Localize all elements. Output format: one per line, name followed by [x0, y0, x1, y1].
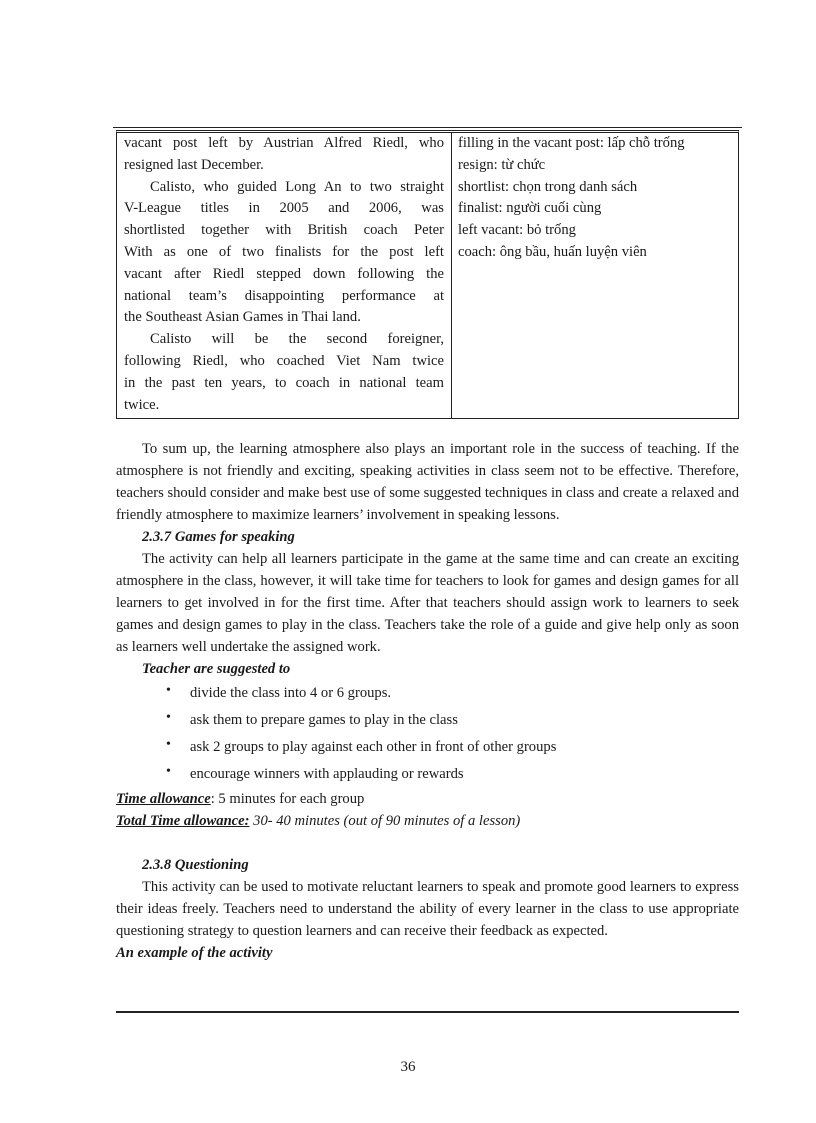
time-allowance: Time allowance: 5 minutes for each group: [116, 791, 365, 807]
body-text: [116, 438, 739, 964]
suggest-heading: Teacher are suggested to: [142, 661, 291, 677]
table-left-line: V-League titles in 2005 and 2006, was: [124, 200, 444, 217]
table-right-cell: [458, 133, 738, 264]
vocab-entry: coach: ông bầu, huấn luyện viên: [458, 243, 647, 260]
table-left-line: the Southeast Asian Games in Thai land.: [124, 309, 361, 326]
table-left-line: Calisto will be the second foreigner,: [150, 331, 444, 348]
table-left-line: national team’s disappointing performance at: [124, 287, 444, 304]
table-left-line: vacant after Riedl stepped down following the: [124, 265, 444, 282]
list-item: • divide the class into 4 or 6 groups.: [116, 680, 739, 707]
table-left-line: resigned last December.: [124, 156, 264, 173]
vocab-entry: shortlist: chọn trong danh sách: [458, 178, 638, 195]
table-left-line: following Riedl, who coached Viet Nam twice: [124, 352, 444, 369]
example-heading: An example of the activity: [116, 945, 273, 961]
table-left-line: Calisto, who guided Long An to two straight: [150, 178, 444, 195]
vocab-entry: filling in the vacant post: lấp chỗ trống: [458, 135, 685, 151]
list-item: • encourage winners with applauding or rewards: [116, 761, 739, 788]
vocabulary-table: [116, 130, 739, 419]
games-paragraph: The activity can help all learners participate in the game at the same time and can create an exciting atmosphere in the class, however, it will take time for teachers to look for games and design games for all learners to get involved in for the first time. After that teachers should assign work to learners to seek games and design games to play in the class. Teachers take the role of a guide and give help only as soon as learners well undertake the assigned work.: [116, 551, 739, 655]
table-left-cell: [124, 133, 444, 416]
summary-paragraph: To sum up, the learning atmosphere also plays an important role in the success of teaching. If the atmosphere is not friendly and exciting, speaking activities in class seem not to be effective. Therefore, teachers should consider and make best use of some suggested techniques in class and create a relaxed and friendly atmosphere to maximize learners’ involvement in speaking lessons.: [116, 441, 739, 523]
table-left-line: twice.: [124, 396, 160, 413]
vocab-entry: resign: từ chức: [458, 156, 546, 173]
list-item: • ask 2 groups to play against each other in front of other groups: [116, 734, 739, 761]
blank-line: [116, 832, 739, 854]
vocab-entry: left vacant: bỏ trống: [458, 222, 576, 239]
footer-rule: [116, 1011, 739, 1013]
bullet-icon: •: [166, 764, 171, 779]
questioning-paragraph: This activity can be used to motivate reluctant learners to speak and promote good learners to express their ideas freely. Teachers need to understand the ability of every learner in the class to use appropriate questioning strategy to question learners and can receive their feedback as expected.: [116, 879, 739, 939]
suggestion-list: [116, 680, 739, 788]
vocab-entry: finalist: người cuối cùng: [458, 200, 602, 217]
table-left-line: in the past ten years, to coach in national team: [124, 374, 444, 391]
list-item: • ask them to prepare games to play in the class: [116, 707, 739, 734]
table-left-line: vacant post left by Austrian Alfred Riedl, who: [124, 135, 444, 151]
bullet-icon: •: [166, 737, 171, 752]
table-left-line: shortlisted together with British coach Peter: [124, 222, 444, 239]
section-heading-games: 2.3.7 Games for speaking: [142, 529, 295, 545]
section-heading-questioning: 2.3.8 Questioning: [142, 857, 249, 873]
table-left-line: With as one of two finalists for the post left: [124, 243, 444, 260]
page-number: 36: [400, 1059, 416, 1075]
bullet-icon: •: [166, 710, 171, 725]
table-top-rule: [113, 127, 742, 128]
bullet-icon: •: [166, 683, 171, 698]
table-column-divider: [451, 133, 452, 418]
total-time-allowance: Total Time allowance: 30- 40 minutes (out of 90 minutes of a lesson): [116, 813, 521, 829]
